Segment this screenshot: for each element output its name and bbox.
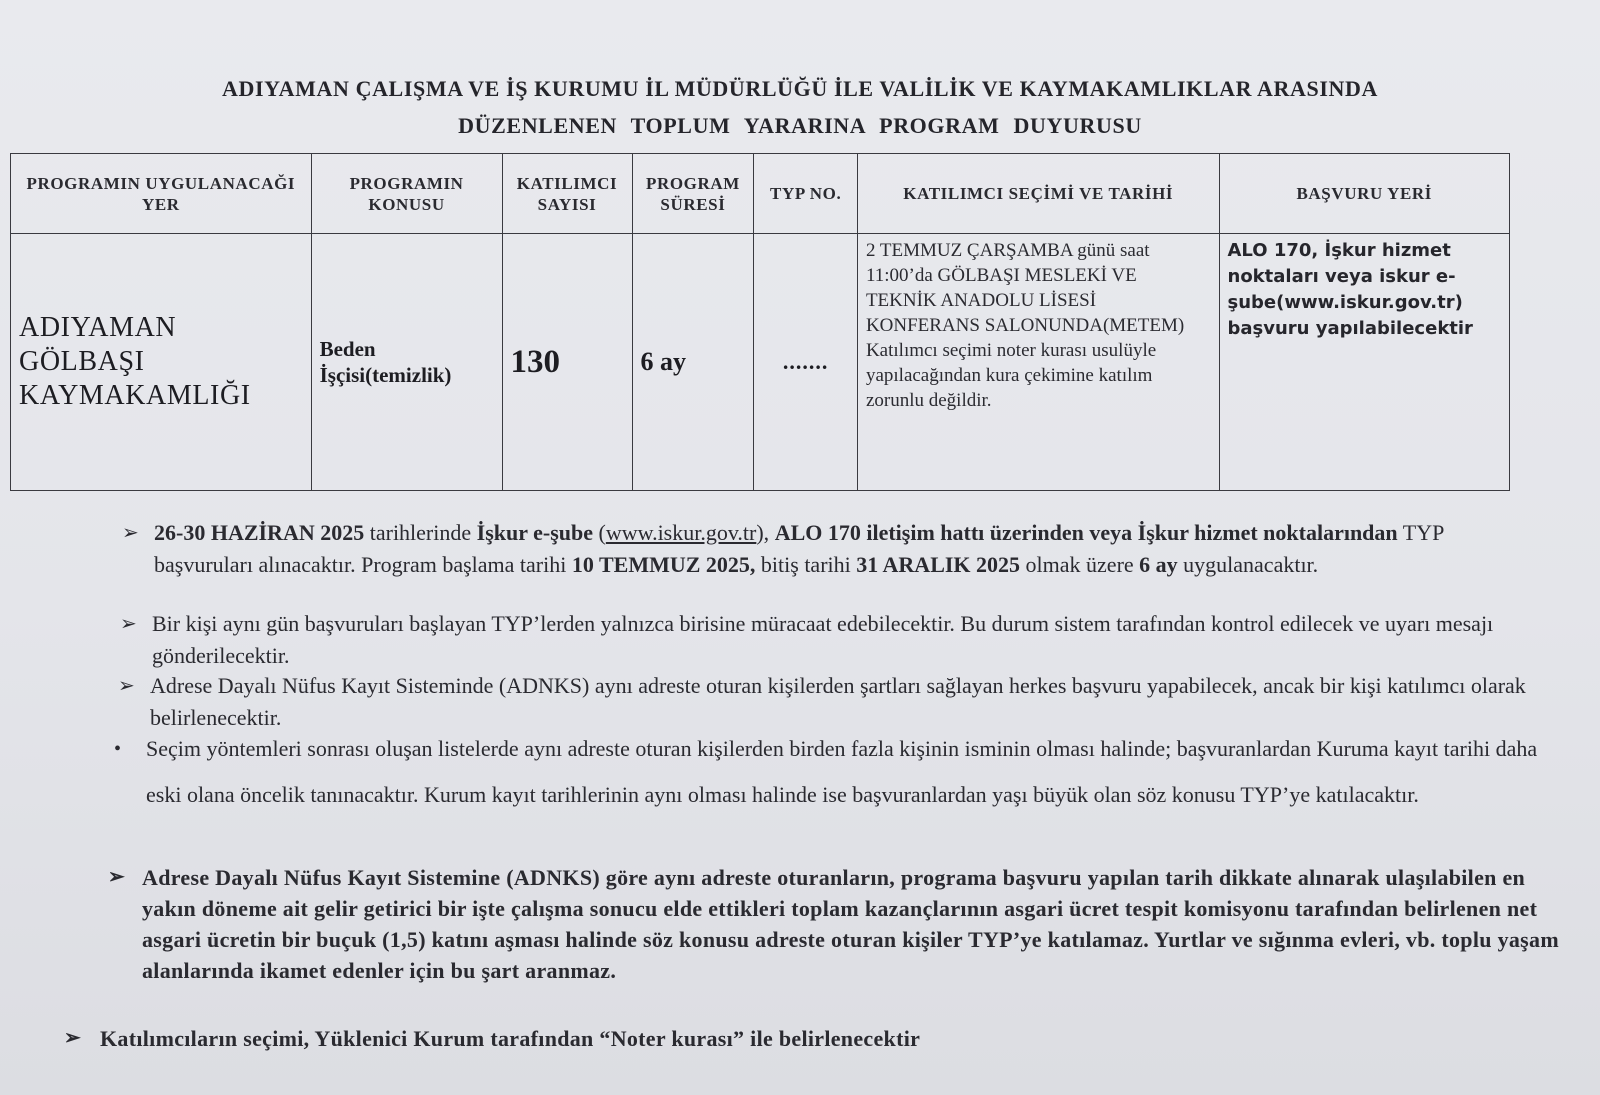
header-apply: BAŞVURU YERİ — [1219, 154, 1510, 234]
cell-typ: ....... — [754, 234, 858, 491]
iskur-link[interactable]: www.iskur.gov.tr — [605, 520, 757, 545]
arrow-bullet-icon: ➢ — [122, 522, 139, 544]
list-item: ➢ Katılımcıların seçimi, Yüklenici Kurum tarafından “Noter kurası” ile belirlenecektir — [100, 1023, 1500, 1054]
header-selection: KATILIMCI SEÇİMİ VE TARİHİ — [857, 154, 1219, 234]
cell-subject: Beden İşçisi(temizlik) — [311, 234, 502, 491]
title-line-2: DÜZENLENEN TOPLUM YARARINA PROGRAM DUYURUSU — [458, 113, 1142, 138]
arrow-bullet-icon: ➢ — [118, 675, 135, 697]
cell-selection: 2 TEMMUZ ÇARŞAMBA günü saat 11:00’da GÖLBAŞI MESLEKİ VE TEKNİK ANADOLU LİSESİ KONFERANS SALONUNDA(METEM) Katılımcı seçimi noter kurası usulüyle yapılacağından kura çekimine katılım zorunlu değildir. — [857, 234, 1219, 491]
list-item: ➢ 26-30 HAZİRAN 2025 tarihlerinde İşkur e-şube (www.iskur.gov.tr), ALO 170 iletişim hattı üzerinden veya İşkur hizmet noktalarından TYP başvuruları alınacaktır. Program başlama tarihi 10 TEMMUZ 2025, bitiş tarihi 31 ARALIK 2025 olmak üzere 6 ay uygulanacaktır. — [154, 517, 1534, 581]
cell-place: ADIYAMAN GÖLBAŞI KAYMAKAMLIĞI — [11, 234, 312, 491]
list-item: ➢ Adrese Dayalı Nüfus Kayıt Sisteminde (ADNKS) aynı adreste oturan kişilerden şartları sağlayan herkes başvuru yapabilecek, ancak bir kişi katılımcı olarak belirlenecektir. — [150, 670, 1530, 734]
title-line-1: ADIYAMAN ÇALIŞMA VE İŞ KURUMU İL MÜDÜRLÜĞÜ İLE VALİLİK VE KAYMAKAMLIKLAR ARASINDA — [222, 76, 1378, 101]
arrow-bullet-icon: ➢ — [120, 613, 137, 635]
cell-apply: ALO 170, İşkur hizmet noktaları veya iskur e-şube(www.iskur.gov.tr) başvuru yapılabilecektir — [1219, 234, 1510, 491]
dot-bullet-icon: • — [114, 738, 122, 760]
arrow-bullet-icon: ➢ — [64, 1027, 82, 1049]
list-item: ➢ Adrese Dayalı Nüfus Kayıt Sistemine (ADNKS) göre aynı adreste oturanların, programa başvuru yapılan tarih dikkate alınarak ulaşılabilen en yakın döneme ait gelir getirici bir işte çalışma sonucu elde ettikleri toplam kazançlarının asgari ücret tespit komisyonu tarafından belirlenen net asgari ücretin bir buçuk (1,5) katını aşması halinde söz konusu adreste oturan kişiler TYP’ye katılamaz. Yurtlar ve sığınma evleri, vb. toplu yaşam alanlarında ikamet edenler için bu şart aranmaz. — [142, 862, 1572, 986]
list-item: • Seçim yöntemleri sonrası oluşan listelerde aynı adreste oturan kişilerden birden fazla kişinin isminin olması halinde; başvuranlardan Kuruma kayıt tarihi daha eski olana öncelik tanınacaktır. Kurum kayıt tarihlerinin aynı olması halinde ise başvuranlardan yaşı büyük olan söz konusu TYP’ye katılacaktır. — [146, 726, 1566, 818]
header-duration: PROGRAM SÜRESİ — [632, 154, 754, 234]
document-title — [0, 70, 1600, 144]
program-table — [10, 153, 1510, 491]
cell-count: 130 — [502, 234, 632, 491]
table-row — [11, 234, 1510, 491]
arrow-bullet-icon: ➢ — [108, 866, 126, 888]
header-count: KATILIMCI SAYISI — [502, 154, 632, 234]
list-item: ➢ Bir kişi aynı gün başvuruları başlayan TYP’lerden yalnızca birisine müracaat edebilecektir. Bu durum sistem tarafından kontrol edilecek ve uyarı mesajı gönderilecektir. — [152, 608, 1532, 672]
table-header-row — [11, 154, 1510, 234]
header-subject: PROGRAMIN KONUSU — [311, 154, 502, 234]
header-place: PROGRAMIN UYGULANACAĞI YER — [11, 154, 312, 234]
header-typ: TYP NO. — [754, 154, 858, 234]
cell-duration: 6 ay — [632, 234, 754, 491]
